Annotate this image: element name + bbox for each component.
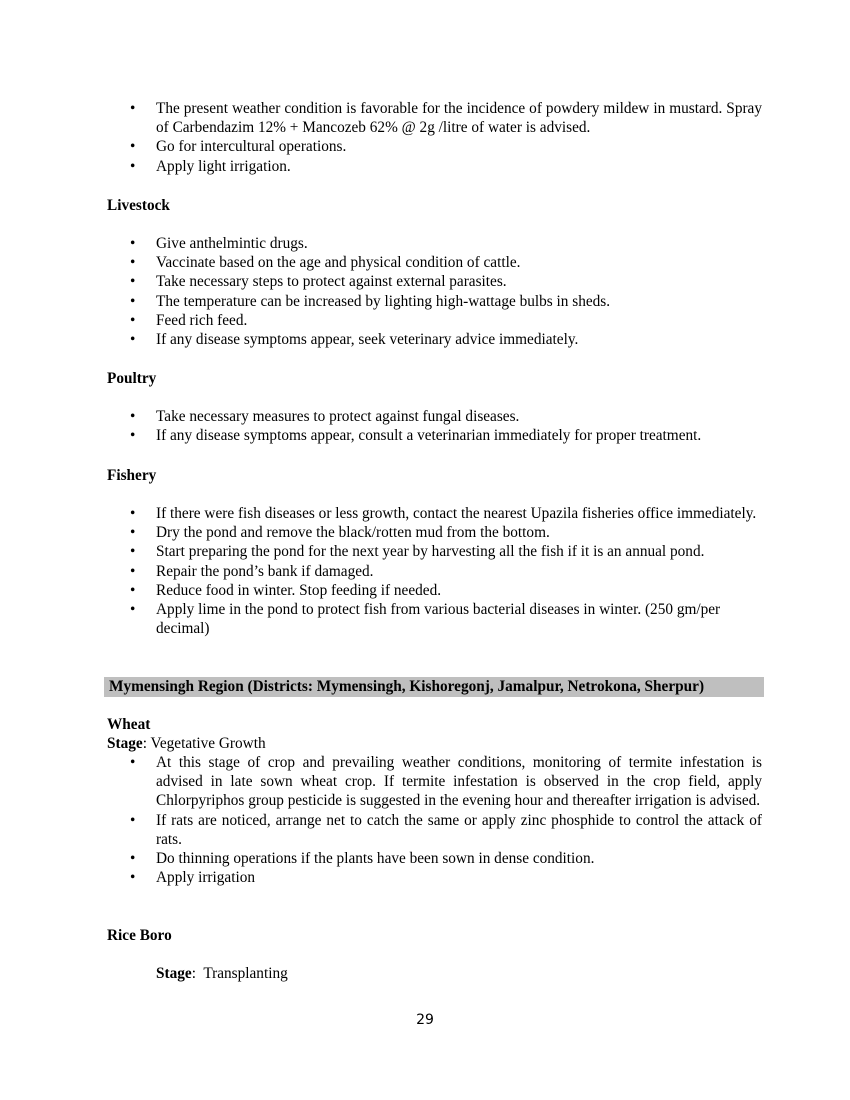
page-number: 29 xyxy=(416,1012,434,1028)
poultry-heading: Poultry xyxy=(107,370,157,387)
list-item: • Do thinning operations if the plants have been sown in dense condition. xyxy=(130,849,762,868)
list-item: • Go for intercultural operations. xyxy=(130,137,762,156)
rice-boro-heading: Rice Boro xyxy=(107,927,172,944)
rice-boro-stage xyxy=(156,964,288,983)
list-item: • Feed rich feed. xyxy=(130,311,762,330)
list-item: • Apply lime in the pond to protect fish from various bacterial diseases in winter. (250 gm/per decimal) xyxy=(130,600,762,638)
list-item: • Start preparing the pond for the next year by harvesting all the fish if it is an annual pond. xyxy=(130,542,762,561)
list-item: • Give anthelmintic drugs. xyxy=(130,234,762,253)
fishery-list xyxy=(130,504,762,638)
wheat-heading: Wheat xyxy=(107,716,151,733)
stage-value: : Vegetative Growth xyxy=(142,735,266,752)
list-item: • Reduce food in winter. Stop feeding if needed. xyxy=(130,581,762,600)
list-item: • If rats are noticed, arrange net to catch the same or apply zinc phosphide to control the attack of rats. xyxy=(130,811,762,849)
list-item: • Apply irrigation xyxy=(130,868,762,887)
list-item: • Apply light irrigation. xyxy=(130,157,762,176)
stage-label: Stage xyxy=(156,965,192,982)
wheat-stage xyxy=(107,734,266,753)
poultry-list xyxy=(130,407,762,445)
list-item: • If any disease symptoms appear, seek veterinary advice immediately. xyxy=(130,330,762,349)
list-item: • Take necessary steps to protect against external parasites. xyxy=(130,272,762,291)
livestock-list xyxy=(130,234,762,349)
list-item: • Vaccinate based on the age and physical condition of cattle. xyxy=(130,253,762,272)
list-item: • Take necessary measures to protect against fungal diseases. xyxy=(130,407,762,426)
wheat-list xyxy=(130,753,762,887)
list-item: • If there were fish diseases or less growth, contact the nearest Upazila fisheries office immediately. xyxy=(130,504,762,523)
stage-label: Stage xyxy=(107,735,143,752)
list-item: • Repair the pond’s bank if damaged. xyxy=(130,562,762,581)
stage-value: : Transplanting xyxy=(191,965,288,982)
list-item: • The present weather condition is favorable for the incidence of powdery mildew in mustard. Spray of Carbendazim 12% + Mancozeb 62% @ 2g /litre of water is advised. xyxy=(130,99,762,137)
list-item: • Dry the pond and remove the black/rotten mud from the bottom. xyxy=(130,523,762,542)
list-item: • At this stage of crop and prevailing weather conditions, monitoring of termite infestation is advised in late sown wheat crop. If termite infestation is observed in the crop field, apply Chlorpyriphos group pesticide is suggested in the evening hour and thereafter irrigation is advised. xyxy=(130,753,762,811)
list-item: • If any disease symptoms appear, consult a veterinarian immediately for proper treatment. xyxy=(130,426,762,445)
top-bullet-list xyxy=(130,99,762,176)
livestock-heading: Livestock xyxy=(107,197,170,214)
region-banner: Mymensingh Region (Districts: Mymensingh, Kishoregonj, Jamalpur, Netrokona, Sherpur) xyxy=(104,677,764,697)
list-item: • The temperature can be increased by lighting high-wattage bulbs in sheds. xyxy=(130,292,762,311)
fishery-heading: Fishery xyxy=(107,467,157,484)
